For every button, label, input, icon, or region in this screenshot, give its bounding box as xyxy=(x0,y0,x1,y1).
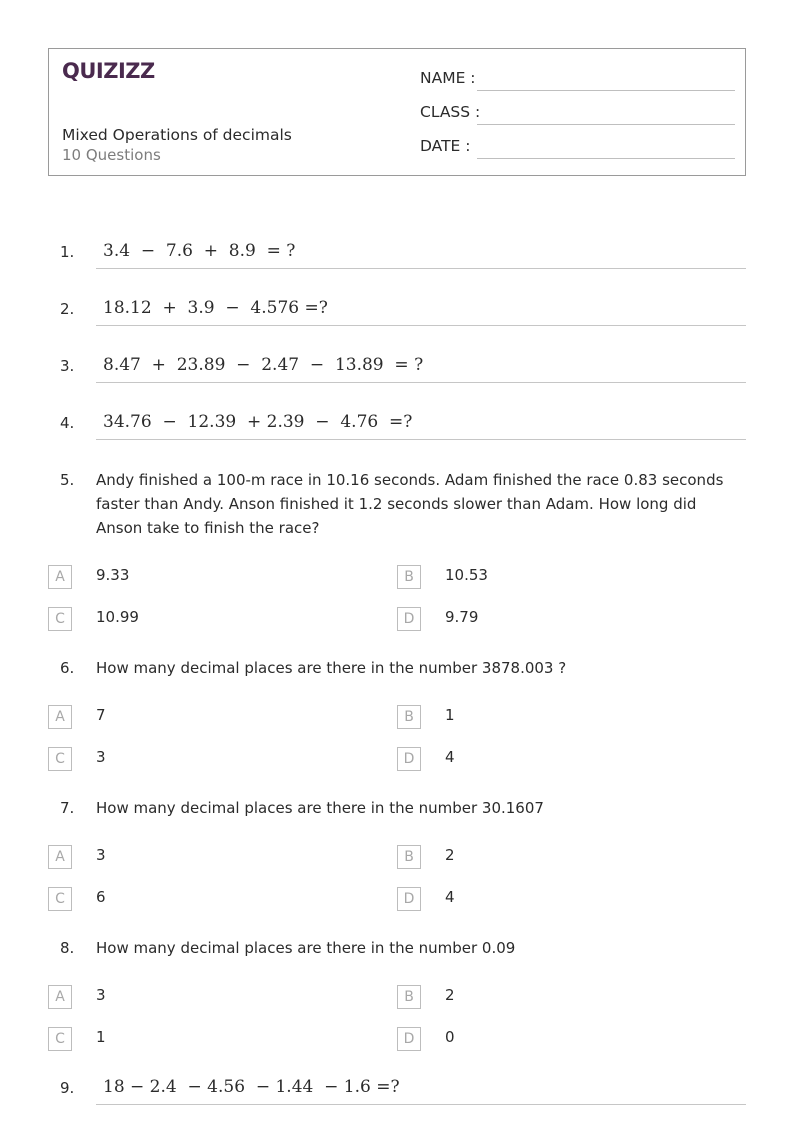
math-expression: 34.76 − 12.39 + 2.39 − 4.76 =? xyxy=(96,411,746,440)
date-field[interactable] xyxy=(420,137,735,161)
option-letter: A xyxy=(48,705,72,729)
option-letter: C xyxy=(48,607,72,631)
option-letter: A xyxy=(48,565,72,589)
question-number: 3. xyxy=(60,357,75,375)
option-letter: C xyxy=(48,747,72,771)
question-number: 9. xyxy=(60,1079,75,1097)
option-letter: C xyxy=(48,887,72,911)
name-label: NAME : xyxy=(420,69,476,87)
option-text: 2 xyxy=(445,986,455,1004)
math-expression: 18 − 2.4 − 4.56 − 1.44 − 1.6 =? xyxy=(96,1076,746,1105)
date-label: DATE : xyxy=(420,137,471,155)
question-text: How many decimal places are there in the number 30.1607 xyxy=(96,799,544,817)
option-text: 0 xyxy=(445,1028,455,1046)
option-text: 3 xyxy=(96,986,106,1004)
option-letter: D xyxy=(397,747,421,771)
option-text: 9.79 xyxy=(445,608,479,626)
question-number: 6. xyxy=(60,659,75,677)
option-letter: A xyxy=(48,845,72,869)
option-text: 1 xyxy=(445,706,455,724)
option-text: 1 xyxy=(96,1028,106,1046)
question-number: 2. xyxy=(60,300,75,318)
option-text: 4 xyxy=(445,888,455,906)
question-text: How many decimal places are there in the number 3878.003 ? xyxy=(96,659,567,677)
question-text: Andy finished a 100-m race in 10.16 seconds. Adam finished the race 0.83 seconds faster than Andy. Anson finished it 1.2 seconds slower than Adam. How long did Anson take to finish the race? xyxy=(96,471,724,537)
class-label: CLASS : xyxy=(420,103,481,121)
option-text: 6 xyxy=(96,888,106,906)
option-letter: B xyxy=(397,985,421,1009)
worksheet-title: Mixed Operations of decimals xyxy=(62,126,292,144)
class-field[interactable] xyxy=(420,103,735,127)
option-text: 3 xyxy=(96,846,106,864)
option-text: 2 xyxy=(445,846,455,864)
option-letter: D xyxy=(397,887,421,911)
option-letter: B xyxy=(397,705,421,729)
option-text: 10.99 xyxy=(96,608,139,626)
math-expression: 8.47 + 23.89 − 2.47 − 13.89 = ? xyxy=(96,354,746,383)
option-letter: D xyxy=(397,607,421,631)
question-number: 5. xyxy=(60,471,75,489)
option-text: 9.33 xyxy=(96,566,130,584)
question-count: 10 Questions xyxy=(62,146,161,164)
question-number: 1. xyxy=(60,243,75,261)
option-letter: B xyxy=(397,845,421,869)
worksheet-header xyxy=(48,48,746,176)
question-text: How many decimal places are there in the number 0.09 xyxy=(96,939,516,957)
question-number: 4. xyxy=(60,414,75,432)
class-line[interactable] xyxy=(477,124,735,125)
math-expression: 18.12 + 3.9 − 4.576 =? xyxy=(96,297,746,326)
date-line[interactable] xyxy=(477,158,735,159)
option-letter: C xyxy=(48,1027,72,1051)
question-number: 7. xyxy=(60,799,75,817)
name-field[interactable] xyxy=(420,69,735,93)
math-expression: 3.4 − 7.6 + 8.9 = ? xyxy=(96,240,746,269)
name-line[interactable] xyxy=(477,90,735,91)
question-number: 8. xyxy=(60,939,75,957)
option-letter: B xyxy=(397,565,421,589)
option-letter: A xyxy=(48,985,72,1009)
option-text: 10.53 xyxy=(445,566,488,584)
option-text: 4 xyxy=(445,748,455,766)
option-text: 3 xyxy=(96,748,106,766)
quizizz-logo: QUIZIZZ xyxy=(62,59,155,83)
option-text: 7 xyxy=(96,706,106,724)
option-letter: D xyxy=(397,1027,421,1051)
